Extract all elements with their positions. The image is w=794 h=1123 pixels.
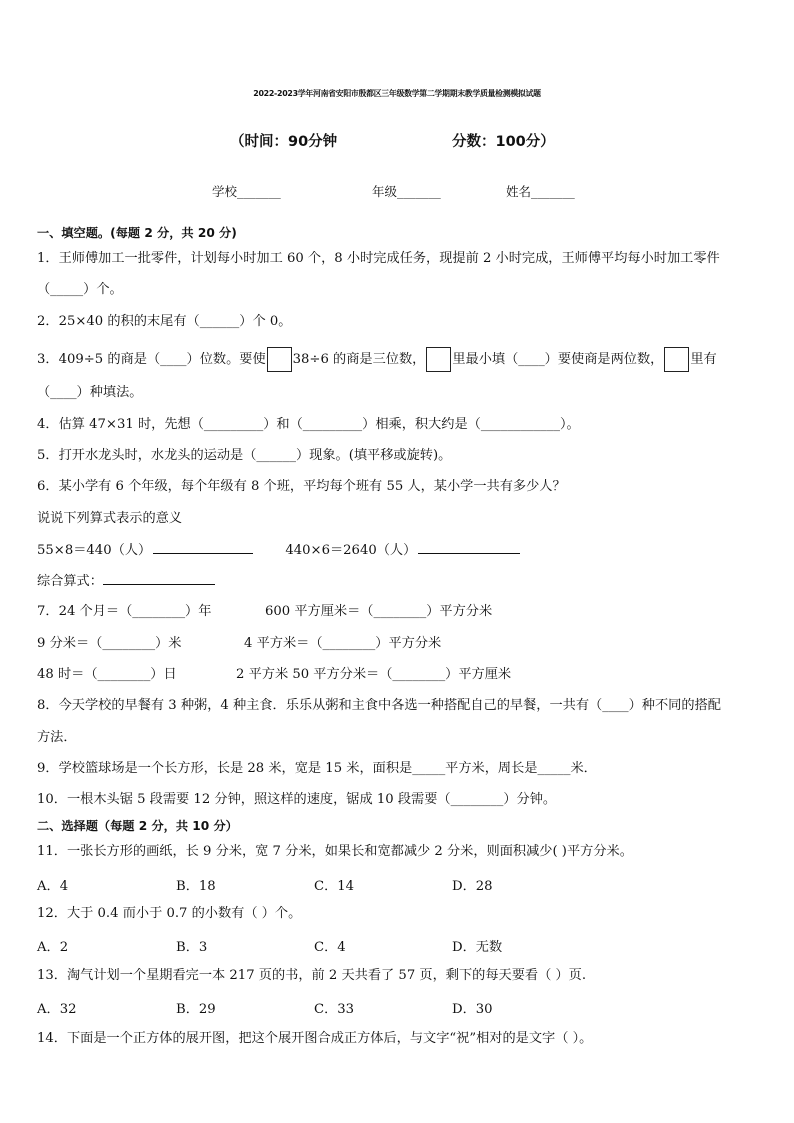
question-14: 14．下面是一个正方体的展开图，把这个展开图合成正方体后，与文字“祝”相对的是文字（ ）。 (37, 1031, 593, 1046)
expression-2: 440×6＝2640（人） (285, 543, 417, 558)
question-4: 4．估算 47×31 时，先想（_________）和（_________）相乘，积大约是（____________）。 (37, 417, 580, 432)
answer-box (426, 347, 451, 372)
answer-box (664, 347, 689, 372)
question-12: 12．大于 0.4 而小于 0.7 的小数有（ ）个。 (37, 906, 302, 921)
question-11: 11．一张长方形的画纸，长 9 分米，宽 7 分米，如果长和宽都减少 2 分米，则面积减少( )平方分米。 (37, 844, 633, 859)
question-11-option-d: D．28 (452, 879, 493, 894)
question-10: 10．一根木头锯 5 段需要 12 分钟，照这样的速度，锯成 10 段需要（________）分钟。 (37, 792, 557, 807)
student-info (0, 182, 794, 202)
question-13-option-d: D．30 (452, 1002, 493, 1017)
question-7e: 48 时＝（________）日 (37, 667, 177, 682)
question-7f: 2 平方米 50 平方分米＝（________）平方厘米 (236, 667, 512, 682)
page-title: 2022-2023学年河南省安阳市殷都区三年级数学第二学期期末教学质量检测模拟试题 (253, 89, 541, 98)
section-2-heading: 二、选择题（每题 2 分，共 10 分） (37, 819, 238, 833)
question-11-option-a: A．4 (37, 879, 69, 894)
question-7-row-2 (37, 635, 442, 653)
question-8-line-2: 方法． (37, 730, 77, 745)
question-6-line-1: 6．某小学有 6 个年级，每个年级有 8 个班，平均每个班有 55 人，某小学一共有多少人？ (37, 479, 566, 494)
grade-field: 年级_______ (372, 184, 441, 199)
question-3-line-2: （____）种填法。 (37, 385, 143, 400)
question-7c: 9 分米＝（________）米 (37, 636, 182, 651)
question-3-part-2: 38÷6 的商是三位数， (292, 352, 426, 367)
question-2: 2．25×40 的积的末尾有（______）个 0。 (37, 314, 292, 329)
question-13: 13．淘气计划一个星期看完一本 217 页的书，前 2 天共看了 57 页，剩下的每天要看（ ）页. (37, 968, 587, 983)
question-13-option-a: A．32 (37, 1002, 77, 1017)
question-6-combined (37, 572, 215, 591)
answer-blank (418, 541, 520, 554)
exam-subtitle (0, 130, 794, 152)
question-8-line-1: 8．今天学校的早餐有 3 种粥，4 种主食．乐乐从粥和主食中各选一种搭配自己的早餐，一共有（____）种不同的搭配 (37, 698, 721, 713)
question-11-option-b: B．18 (176, 879, 216, 894)
section-1-heading: 一、填空题。(每题 2 分，共 20 分) (37, 226, 237, 240)
question-12-option-d: D．无数 (452, 940, 503, 955)
question-3-part-1: 3．409÷5 的商是（____）位数。要使 (37, 352, 266, 367)
question-7b: 600 平方厘米＝（________）平方分米 (265, 604, 493, 619)
question-11-option-c: C．14 (314, 879, 355, 894)
score-label: 分数：100分） (452, 134, 555, 150)
question-12-option-a: A．2 (37, 940, 69, 955)
answer-blank (103, 572, 215, 585)
question-7-row-1 (37, 603, 493, 621)
name-field: 姓名_______ (506, 184, 575, 199)
question-7-row-3 (37, 666, 512, 684)
question-13-option-c: C．33 (314, 1002, 355, 1017)
question-5: 5．打开水龙头时，水龙头的运动是（______）现象。(填平移或旋转)。 (37, 448, 452, 463)
expression-1: 55×8＝440（人） (37, 543, 152, 558)
question-7a: 7．24 个月＝（________）年 (37, 604, 212, 619)
answer-blank (153, 541, 253, 554)
question-3-part-4: 里有 (690, 352, 717, 367)
question-12-option-b: B．3 (176, 940, 208, 955)
question-7d: 4 平方米＝（________）平方分米 (244, 636, 442, 651)
question-6-line-2: 说说下列算式表示的意义 (37, 511, 183, 526)
question-1-line-2: （_____）个。 (37, 282, 123, 297)
question-3-part-3: 里最小填（____）要使商是两位数， (452, 352, 664, 367)
question-13-option-b: B．29 (176, 1002, 216, 1017)
question-9: 9．学校篮球场是一个长方形，长是 28 米，宽是 15 米，面积是_____平方米，周长是_____米． (37, 761, 597, 776)
question-6-expressions (37, 541, 520, 560)
question-3-line-1 (37, 347, 717, 372)
question-1-line-1: 1．王师傅加工一批零件，计划每小时加工 60 个，8 小时完成任务，现提前 2 小时完成，王师傅平均每小时加工零件 (37, 251, 720, 266)
combined-formula-label: 综合算式： (37, 574, 103, 589)
time-label: （时间：90分钟 (230, 134, 338, 150)
question-12-option-c: C．4 (314, 940, 346, 955)
school-field: 学校_______ (212, 184, 281, 199)
answer-box (267, 347, 292, 372)
